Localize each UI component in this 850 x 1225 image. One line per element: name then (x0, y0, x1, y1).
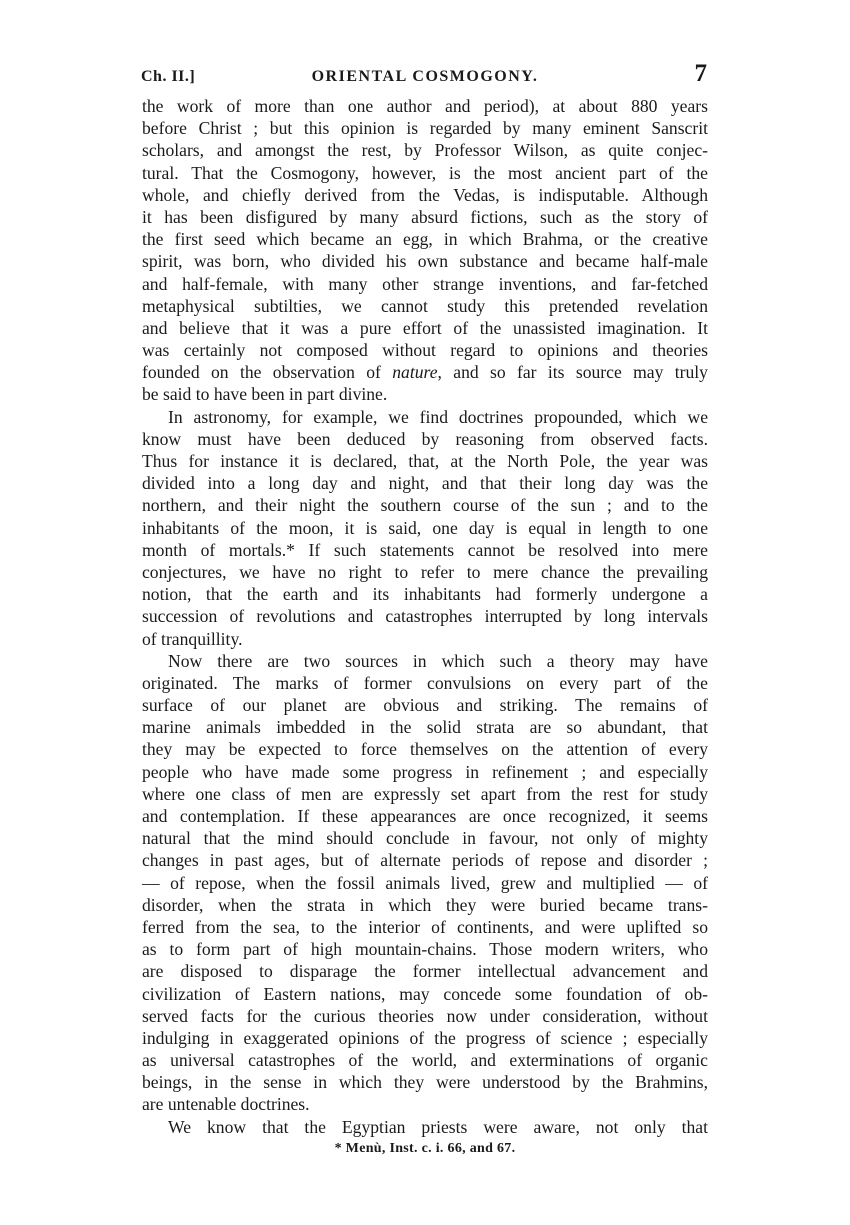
text-line: whole, and chiefly derived from the Vedas, is indisputable. Although (142, 184, 708, 205)
text-line: and contemplation. If these appearances are once recognized, it seems (142, 806, 708, 826)
text-line: conjectures, we have no right to refer to mere chance the prevailing (142, 561, 708, 582)
text-line: was certainly not composed without regard to opinions and theories (142, 340, 708, 361)
text-line: disorder, when the strata in which they were buried became trans- (142, 894, 708, 915)
text-line: We know that the Egyptian priests were aware, not only that (168, 1116, 708, 1137)
text-line: the work of more than one author and period), at about 880 years (142, 96, 708, 116)
text-line: as universal catastrophes of the world, and exterminations of organic (142, 1050, 708, 1071)
text-line: civilization of Eastern nations, may concede some foundation of ob- (142, 983, 708, 1004)
text-line: are disposed to disparage the former intellectual advancement and (142, 961, 708, 982)
text-line: and believe that it was a pure effort of the unassisted imagination. It (142, 317, 708, 338)
chapter-label: Ch. II.] (141, 68, 196, 85)
text-line: of tranquillity. (142, 628, 243, 649)
running-title: ORIENTAL COSMOGONY. (311, 68, 539, 85)
text-line: before Christ ; but this opinion is regarded by many eminent Sanscrit (142, 118, 708, 139)
text-line: Now there are two sources in which such a theory may have (168, 650, 708, 671)
text-line: served facts for the curious theories now under consideration, without (142, 1005, 708, 1026)
text-line: In astronomy, for example, we find doctrines propounded, which we (168, 406, 708, 427)
text-line: divided into a long day and night, and that their long day was the (142, 473, 708, 494)
text-line: beings, in the sense in which they were understood by the Brahmins, (142, 1072, 708, 1093)
body-text (142, 95, 708, 1138)
text-line: founded on the observation of nature, and so far its source may truly (142, 362, 708, 383)
text-line: metaphysical subtilties, we cannot study this pretended revelation (142, 295, 708, 316)
text-line: — of repose, when the fossil animals lived, grew and multiplied — of (142, 872, 708, 893)
text-line: Thus for instance it is declared, that, at the North Pole, the year was (142, 451, 708, 471)
text-line: northern, and their night the southern course of the sun ; and to the (142, 495, 708, 516)
text-line: be said to have been in part divine. (142, 384, 388, 405)
text-line: marine animals imbedded in the solid strata are so abundant, that (142, 717, 708, 738)
text-line: they may be expected to force themselves on the attention of every (142, 739, 708, 760)
text-line: it has been disfigured by many absurd fictions, such as the story of (142, 206, 708, 227)
footnote: * Menù, Inst. c. i. 66, and 67. (334, 1141, 516, 1156)
text-line: notion, that the earth and its inhabitants had formerly undergone a (142, 584, 708, 605)
text-line: are untenable doctrines. (142, 1094, 310, 1115)
text-line: changes in past ages, but of alternate periods of repose and disorder ; (142, 850, 708, 871)
text-line: month of mortals.* If such statements cannot be resolved into mere (142, 539, 708, 560)
page-number: 7 (694, 60, 707, 87)
text-line: originated. The marks of former convulsions on every part of the (142, 672, 708, 693)
text-line: ferred from the sea, to the interior of continents, and were uplifted so (142, 916, 708, 937)
text-line: as to form part of high mountain-chains. Those modern writers, who (142, 939, 708, 960)
text-line: scholars, and amongst the rest, by Professor Wilson, as quite conjec- (142, 140, 708, 161)
text-line: spirit, was born, who divided his own substance and became half-male (142, 251, 708, 272)
text-line: know must have been deduced by reasoning from observed facts. (142, 428, 708, 449)
text-line: natural that the mind should conclude in favour, not only of mighty (142, 828, 708, 849)
text-line: people who have made some progress in refinement ; and especially (142, 761, 708, 782)
text-line: tural. That the Cosmogony, however, is the most ancient part of the (142, 162, 708, 183)
text-line: inhabitants of the moon, it is said, one day is equal in length to one (142, 517, 708, 538)
text-line: where one class of men are expressly set apart from the rest for study (142, 783, 708, 804)
text-line: succession of revolutions and catastrophes interrupted by long intervals (142, 606, 708, 627)
text-line: and half-female, with many other strange inventions, and far-fetched (142, 273, 708, 294)
text-line: indulging in exaggerated opinions of the progress of science ; especially (142, 1027, 708, 1048)
running-head (141, 60, 709, 92)
text-line: the first seed which became an egg, in which Brahma, or the creative (142, 229, 708, 250)
text-line: surface of our planet are obvious and striking. The remains of (142, 695, 708, 716)
